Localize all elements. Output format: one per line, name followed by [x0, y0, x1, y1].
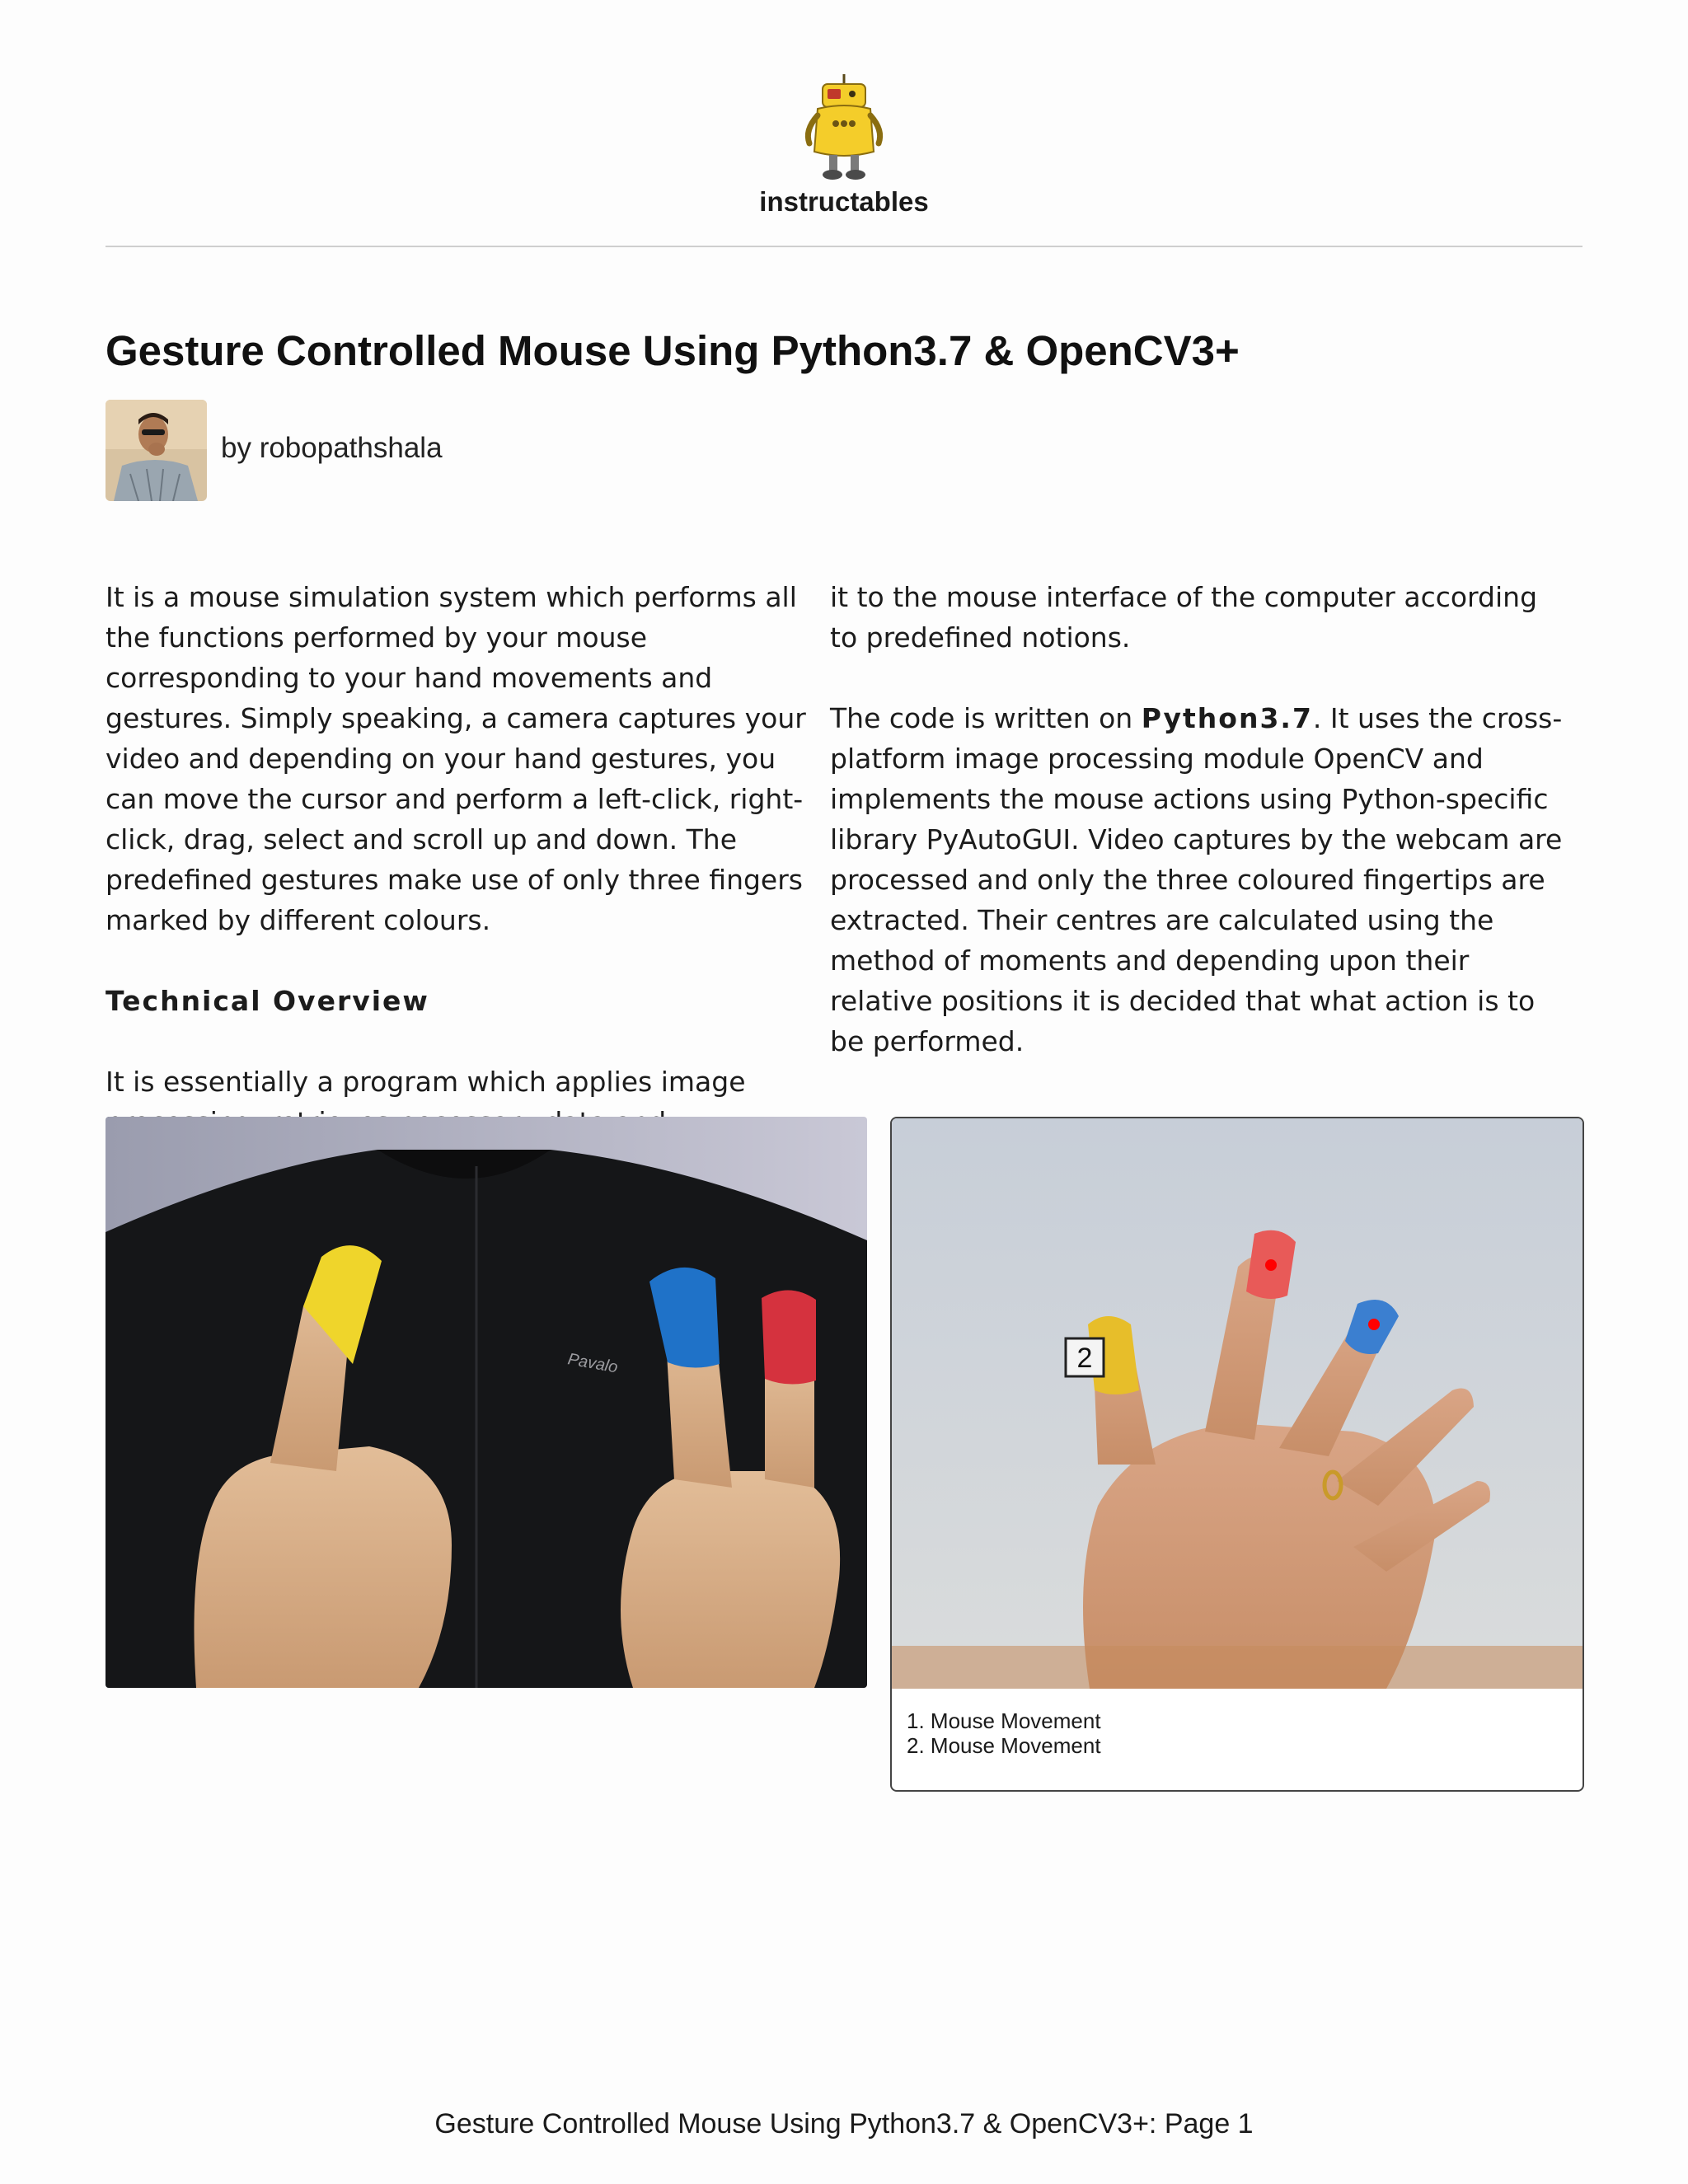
- caption-item[interactable]: 1. Mouse Movement: [907, 1708, 1101, 1733]
- gesture-marker-label: 2: [1076, 1343, 1093, 1374]
- image-gallery[interactable]: [890, 1117, 1584, 1792]
- code-text-after: . It uses the cross-platform image processing module OpenCV and implements the mouse actions using Python-specific library PyAutoGUI. Video captures by the webcam are processed and only the three coloured fingertips are extracted. Their centres are calculated using the method of moments and depending upon their relative positions it is decided that what action is to be performed.: [830, 702, 1563, 1057]
- brand-name[interactable]: instructables: [759, 186, 929, 217]
- webcam-hand-photo[interactable]: [892, 1118, 1582, 1689]
- page-title: Gesture Controlled Mouse Using Python3.7 & OpenCV3+: [106, 327, 1240, 374]
- page-footer: Gesture Controlled Mouse Using Python3.7 & OpenCV3+: Page 1: [434, 2108, 1254, 2139]
- robot-mascot-icon[interactable]: [795, 73, 893, 185]
- code-text-before: The code is written on: [830, 702, 1142, 734]
- intro-paragraph: It is a mouse simulation system which performs all the functions performed by your mouse corresponding to your hand movements and gestures. Simply speaking, a camera captures your video and depending on your hand gestures, you can move the cursor and perform a left-click, right-click, drag, select and scroll up and down. The predefined gestures make use of only three fingers marked by different colours.: [106, 581, 806, 936]
- code-paragraph: [830, 698, 1572, 1062]
- caption-item[interactable]: 2. Mouse Movement: [907, 1733, 1101, 1758]
- author-avatar-icon[interactable]: [106, 400, 207, 501]
- section-heading: Technical Overview: [106, 985, 429, 1017]
- page-header: [106, 66, 1582, 247]
- shirt-brand-label: Pavalo: [566, 1350, 620, 1377]
- article-column-right: [830, 577, 1572, 1062]
- article-column-left: [106, 577, 814, 1183]
- overview-paragraph: It is essentially a program which applies image: [106, 1066, 746, 1098]
- gallery-captions: [907, 1708, 1101, 1758]
- hands-photo[interactable]: [106, 1117, 867, 1688]
- continuation-paragraph: it to the mouse interface of the computer according to predefined notions.: [830, 581, 1538, 654]
- python-version-label: Python3.7: [1141, 702, 1313, 734]
- author-byline[interactable]: by robopathshala: [221, 432, 443, 464]
